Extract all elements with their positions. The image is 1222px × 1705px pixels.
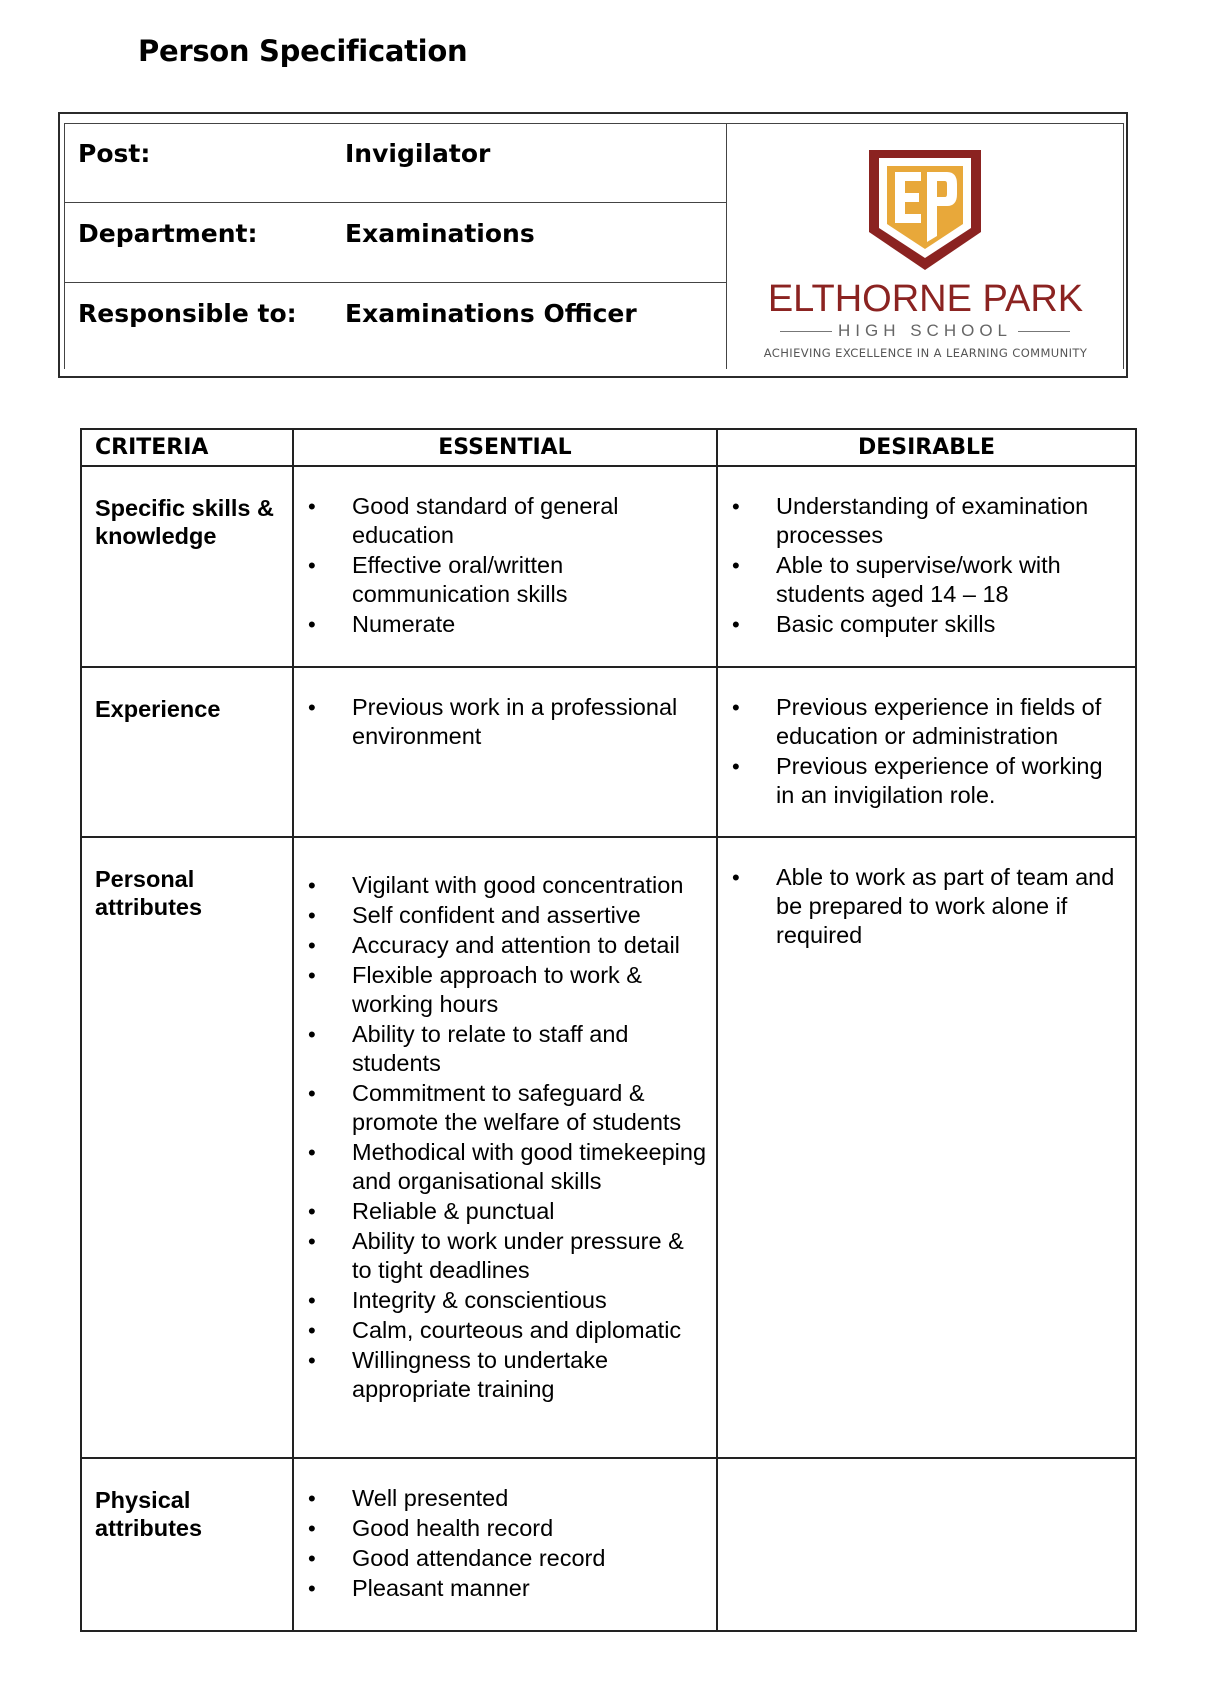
list-item: • Methodical with good timekeeping and organisational skills [308,1138,708,1196]
header-row-department [64,203,726,283]
school-tagline: ACHIEVING EXCELLENCE IN A LEARNING COMMUNITY [763,346,1088,360]
essential-list [294,1459,716,1603]
col-desirable-header: DESIRABLE [717,429,1136,466]
list-item: • Calm, courteous and diplomatic [308,1316,708,1345]
essential-cell [293,1458,717,1631]
desirable-list [718,838,1135,950]
header-row-responsible-to [64,283,726,363]
list-item: • Good health record [308,1514,708,1543]
header-row-post [64,123,726,203]
list-item: • Effective oral/written communication skills [308,551,708,609]
post-label: Post: [78,139,151,168]
list-item: • Previous work in a professional environment [308,693,708,751]
shield-icon [867,148,983,272]
list-item: • Well presented [308,1484,708,1513]
department-label: Department: [78,219,258,248]
list-item: • Reliable & punctual [308,1197,708,1226]
list-item: • Previous experience of working in an invigilation role. [732,752,1127,810]
list-item: • Self confident and assertive [308,901,708,930]
criteria-cell: Personal attributes [81,837,293,1458]
table-row-experience [81,667,1136,837]
responsible-to-label: Responsible to: [78,299,297,328]
essential-cell [293,667,717,837]
desirable-list [718,467,1135,639]
list-item: • Good attendance record [308,1544,708,1573]
list-item: • Pleasant manner [308,1574,708,1603]
list-item: • Understanding of examination processes [732,492,1127,550]
essential-list [294,668,716,751]
list-item: • Commitment to safeguard & promote the welfare of students [308,1079,708,1137]
list-item: • Flexible approach to work & working hours [308,961,708,1019]
list-item: • Able to work as part of team and be prepared to work alone if required [732,863,1127,950]
department-value: Examinations [345,219,535,248]
responsible-to-value: Examinations Officer [345,299,637,328]
list-item: • Willingness to undertake appropriate training [308,1346,708,1404]
col-essential-header: ESSENTIAL [293,429,717,466]
school-name: ELTHORNE PARK [767,278,1084,320]
school-logo [727,124,1124,368]
criteria-cell: Experience [81,667,293,837]
desirable-cell [717,466,1136,667]
table-header-row [81,429,1136,466]
list-item: • Basic computer skills [732,610,1127,639]
specification-table [80,428,1137,1632]
desirable-cell [717,837,1136,1458]
list-item: • Good standard of general education [308,492,708,550]
list-item: • Numerate [308,610,708,639]
list-item: • Previous experience in fields of education or administration [732,693,1127,751]
desirable-list [718,668,1135,810]
table-row-specific-skills [81,466,1136,667]
essential-cell [293,466,717,667]
page-title: Person Specification [138,34,468,68]
essential-cell [293,837,717,1458]
list-item: • Integrity & conscientious [308,1286,708,1315]
list-item: • Able to supervise/work with students aged 14 – 18 [732,551,1127,609]
post-value: Invigilator [345,139,491,168]
list-item: • Vigilant with good concentration [308,871,708,900]
list-item: • Ability to relate to staff and students [308,1020,708,1078]
essential-list [294,838,716,1404]
criteria-cell: Specific skills & knowledge [81,466,293,667]
essential-list [294,467,716,639]
desirable-list [718,1459,1135,1484]
list-item: • Ability to work under pressure & to tight deadlines [308,1227,708,1285]
school-subtitle: HIGH SCHOOL [780,321,1070,341]
desirable-cell [717,1458,1136,1631]
desirable-cell [717,667,1136,837]
list-item: • Accuracy and attention to detail [308,931,708,960]
table-row-personal-attributes [81,837,1136,1458]
col-criteria-header: CRITERIA [81,429,293,466]
criteria-cell: Physical attributes [81,1458,293,1631]
table-row-physical-attributes [81,1458,1136,1631]
